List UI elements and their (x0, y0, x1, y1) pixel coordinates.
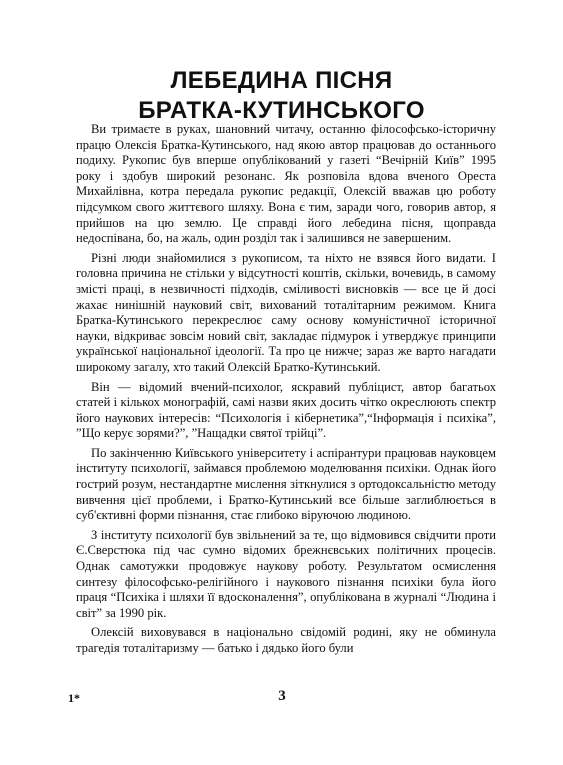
paragraph: Ви тримаєте в руках, шановний читачу, останню філософсько-історичну працю Олексія Братка-Кутинського, над якою автор працював до останнього подиху. Рукопис був вперше опублікований у газеті “Вечірній Київ” 1995 року і здобув широкий резонанс. Як розповіла вдова вченого Ореста Михайлівна, котра передала рукопис редакції, Олексій вважав цю роботу підсумком свого життєвого шляху. Вона є тим, заради чого, говорив автор, я прийшов на цю землю. Це справді його лебедина пісня, щоправда недоспівана, бо, на жаль, один розділ так і залишився не завершеним. (76, 122, 496, 246)
paragraph: Різні люди знайомилися з рукописом, та ніхто не взявся його видати. І головна причина не стільки у відсутності коштів, скільки, вочевидь, в самому змісті праці, в незвичності підходів, сміливості висновків — все це й досі жахає нинішній науковий світ, вихований тоталітарним режимом. Книга Братка-Кутинського перекреслює саму основу комуністичної історичної науки, відкриває зовсім новий світ, закладає підмурок і утверджує принципи української національної ідеології. Та про це нижче; зараз же варто нагадати широкому загалу, хто такий Олексій Братко-Кутинський. (76, 250, 496, 374)
page-title-line-1: ЛЕБЕДИНА ПІСНЯ (170, 67, 393, 94)
page-title-line-2: БРАТКА-КУТИНСЬКОГО (138, 97, 425, 124)
body-text (76, 122, 496, 657)
paragraph: З інституту психології був звільнений за те, що відмовився свідчити проти Є.Сверстюка під час сумно відомих брежнєвських політичних процесів. Однак самотужки продовжує наукову роботу. Результатом осмислення синтезу філософсько-релігійного і наукового пізнання психіки була його праця “Психіка і шляхи її вдосконалення”, опублікована в журналі “Людина і світ” за 1990 рік. (76, 527, 496, 620)
paragraph: По закінченню Київського університету і аспірантури працював науковцем інституту психології, займався проблемою моделювання психіки. Однак його гострий розум, нестандартне мислення зіткнулися з ортодоксальністю методу вивчення цієї проблеми, і Братко-Кутинський все більше заглиблюється в суб'єктивні форми пізнання, стає глибоко віруючою людиною. (76, 445, 496, 523)
printer-signature-mark: 1* (68, 691, 80, 705)
page-number: 3 (278, 688, 286, 704)
paragraph: Олексій виховувався в національно свідомій родині, яку не обминула трагедія тоталітаризму — батько і дядько його були (76, 625, 496, 655)
paragraph: Він — відомий вчений-психолог, яскравий публіцист, автор багатьох статей і кількох монографій, самі назви яких досить чітко окреслюють спектр його наукових інтересів: “Психологія і кібернетика”,“Інформація і психіка”, ”Що керує зорями?”, ”Нащадки святої трійці”. (76, 379, 496, 441)
